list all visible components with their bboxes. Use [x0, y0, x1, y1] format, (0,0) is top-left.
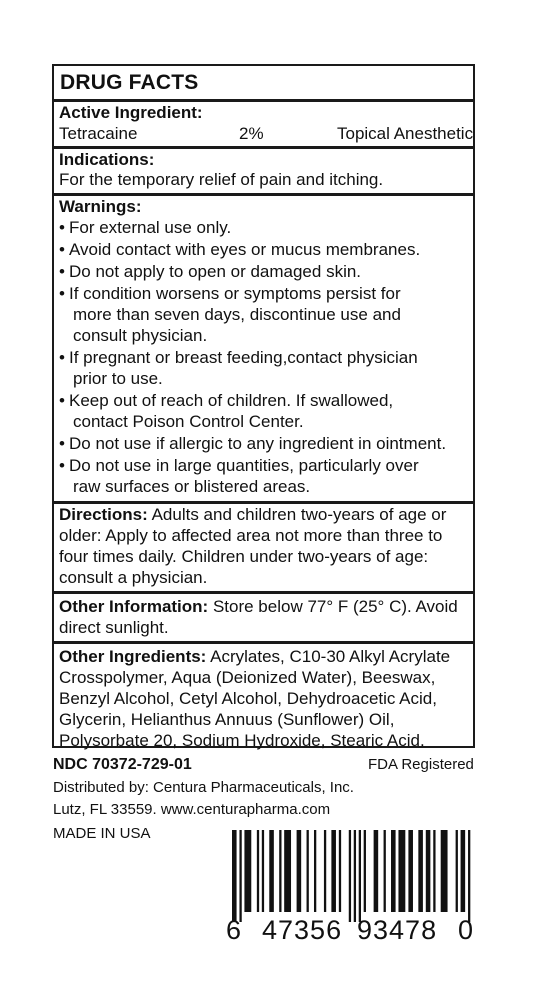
other-ingredients-line: Glycerin, Helianthus Annuus (Sunflower) Oil,	[59, 710, 395, 729]
active-ingredient-name: Tetracaine	[59, 124, 138, 143]
barcode-bar	[354, 830, 356, 922]
directions-line: consult a physician.	[59, 568, 208, 587]
divider	[54, 591, 473, 594]
warning-item: • For external use only.	[59, 218, 232, 237]
barcode-digits-right: 93478	[357, 915, 438, 945]
indications-text: For the temporary relief of pain and itching.	[59, 170, 384, 189]
barcode-bar	[262, 830, 264, 912]
barcode-bar	[269, 830, 274, 912]
barcode-bar	[297, 830, 302, 912]
warning-item: • If condition worsens or symptoms persist for	[59, 284, 401, 303]
barcode-bar	[244, 830, 251, 912]
ndc-number: NDC 70372-729-01	[53, 756, 192, 773]
other-info-line: Other Information: Store below 77° F (25° C). Avoid	[59, 597, 458, 616]
barcode-bar	[257, 830, 259, 912]
barcode-bar	[339, 830, 341, 912]
barcode-bar	[456, 830, 458, 912]
barcode-bar	[239, 830, 241, 922]
divider	[54, 641, 473, 644]
warning-item-continued: prior to use.	[73, 369, 163, 388]
barcode-digit-first: 6	[226, 915, 243, 945]
barcode-bar	[307, 830, 309, 912]
other-ingredients-line: Other Ingredients: Acrylates, C10-30 Alkyl Acrylate	[59, 647, 451, 666]
other-ingredients-line: Polysorbate 20, Sodium Hydroxide, Stearic Acid.	[59, 731, 425, 750]
barcode-digit-last: 0	[458, 915, 475, 945]
indications-heading: Indications:	[59, 150, 155, 169]
active-ingredient-strength: 2%	[239, 124, 264, 143]
barcode-bar	[384, 830, 386, 912]
barcode-bar	[359, 830, 361, 922]
barcode-bar	[468, 830, 470, 922]
warning-item: • Avoid contact with eyes or mucus membranes.	[59, 240, 421, 259]
barcode-digits-left: 47356	[262, 915, 343, 945]
warning-item: • Do not use if allergic to any ingredient in ointment.	[59, 434, 447, 453]
warning-item-continued: raw surfaces or blistered areas.	[73, 477, 311, 496]
barcode-bar	[433, 830, 435, 912]
barcode-bar	[408, 830, 413, 912]
barcode-bar	[232, 830, 237, 922]
barcode-bar	[314, 830, 316, 912]
barcode-bar	[284, 830, 291, 912]
directions-line: Directions: Adults and children two-years of age or	[59, 505, 447, 524]
directions-heading: Directions:	[59, 505, 148, 524]
distributor: Distributed by: Centura Pharmaceuticals, Inc.	[53, 779, 354, 796]
barcode-bar	[364, 830, 366, 912]
other-ingredients-line: Crosspolymer, Aqua (Deionized Water), Beeswax,	[59, 668, 436, 687]
barcode-bar	[374, 830, 379, 912]
barcode-bar	[398, 830, 405, 912]
barcode-bar	[324, 830, 326, 912]
active-ingredient-purpose: Topical Anesthetic	[337, 124, 474, 143]
other-info-heading: Other Information:	[59, 597, 209, 616]
warning-item-continued: more than seven days, discontinue use and	[73, 305, 401, 324]
barcode-bar	[441, 830, 448, 912]
barcode-bar	[426, 830, 431, 912]
directions-line: four times daily. Children under two-years of age:	[59, 547, 429, 566]
warnings-heading: Warnings:	[59, 197, 142, 216]
other-ingredients-line: Benzyl Alcohol, Cetyl Alcohol, Dehydroacetic Acid,	[59, 689, 437, 708]
barcode-bar	[461, 830, 466, 912]
distributor-address: Lutz, FL 33559. www.centurapharma.com	[53, 801, 331, 818]
active-ingredient-heading: Active Ingredient:	[59, 103, 203, 122]
warning-item: • If pregnant or breast feeding,contact physician	[59, 348, 418, 367]
other-ingredients-heading: Other Ingredients:	[59, 647, 207, 666]
fda-registered: FDA Registered	[368, 756, 474, 773]
barcode-bar	[331, 830, 336, 912]
drug-facts-panel	[52, 64, 475, 748]
barcode	[232, 830, 473, 922]
drug-facts-title: DRUG FACTS	[60, 71, 199, 94]
barcode-bar	[391, 830, 396, 912]
made-in: MADE IN USA	[53, 825, 151, 842]
warning-item-continued: consult physician.	[73, 326, 208, 345]
barcode-bar	[418, 830, 423, 912]
warning-item: • Do not apply to open or damaged skin.	[59, 262, 362, 281]
warning-item: • Keep out of reach of children. If swallowed,	[59, 391, 394, 410]
barcode-bar	[349, 830, 351, 922]
warning-item: • Do not use in large quantities, particularly over	[59, 456, 419, 475]
directions-line: older: Apply to affected area not more than three to	[59, 526, 443, 545]
warning-item-continued: contact Poison Control Center.	[73, 412, 304, 431]
barcode-bar	[279, 830, 281, 912]
other-info-line: direct sunlight.	[59, 618, 169, 637]
